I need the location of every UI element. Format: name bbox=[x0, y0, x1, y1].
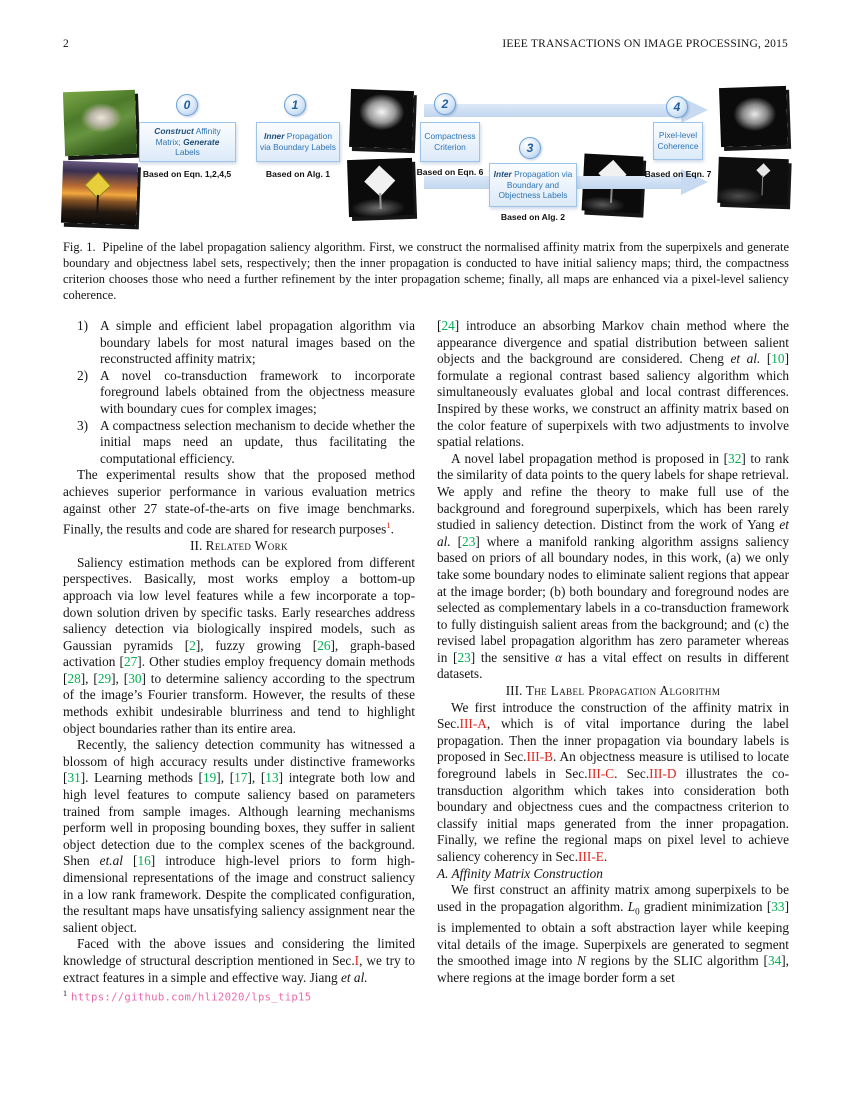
citation-link[interactable]: 28 bbox=[67, 670, 81, 686]
text-run: has a vital effect on results in different datasets. bbox=[437, 649, 789, 682]
text-run: A novel label propagation method is proposed in [ bbox=[451, 450, 729, 466]
body-columns bbox=[63, 318, 789, 1006]
figure-1-caption bbox=[63, 240, 789, 304]
text-run: We first construct an affinity matrix among superpixels to be used in the propagation algorithm. bbox=[437, 882, 789, 914]
step-1-basis: Based on Alg. 1 bbox=[265, 169, 331, 179]
text-run: illustrates the co-transduction algorithm which takes into consideration both boundary and objectness cues and the compactness criterion to classify initial maps generated from the inner propagation. Finally, we refine the regional maps on pixel level to achieve saliency coherency in Sec. bbox=[437, 766, 789, 864]
citation-link[interactable]: 23 bbox=[457, 649, 471, 665]
text-run: . Sec. bbox=[614, 766, 650, 782]
text-run: gradient minimization [ bbox=[639, 898, 772, 914]
text-run: Affinity Matrix; bbox=[155, 125, 221, 147]
citation-link[interactable]: 26 bbox=[317, 637, 331, 653]
text-run: ] introduce high-level priors to form high-dimensional representations of the image and construct saliency in a low rank framework. Despite the complicated configuration, the resultant maps have unsatisfying saliency assignment near the salient object. bbox=[63, 853, 415, 935]
page-number: 2 bbox=[63, 38, 69, 50]
paragraph-faced-issues bbox=[63, 936, 415, 986]
section-ref-link[interactable]: III-B bbox=[526, 749, 554, 765]
step-0-box bbox=[139, 122, 236, 162]
text-run: , we try to extract features in a simple and effective way. Jiang bbox=[63, 952, 416, 985]
text-run: ] to determine saliency according to the spectrum of the image’s Fourier transform. However, the results of these methods exhibit undesirable blurriness and tend to highlight object boundaries rather than its entire area. bbox=[63, 670, 415, 736]
citation-link[interactable]: 34 bbox=[767, 953, 782, 969]
text-run: Faced with the above issues and considering the limited knowledge of structural description mentioned in Sec. bbox=[63, 936, 415, 968]
text-run: ], [ bbox=[111, 670, 129, 686]
text-run: Labels bbox=[175, 147, 200, 158]
footnote-url-link[interactable]: https://github.com/hli2020/lps_tip15 bbox=[71, 991, 312, 1004]
text-run: ], [ bbox=[247, 770, 266, 786]
text-run: . bbox=[603, 849, 608, 864]
paragraph-saliency-estimation bbox=[63, 555, 415, 738]
citation-link[interactable]: 2 bbox=[189, 637, 196, 653]
text-run: et al. bbox=[341, 969, 368, 985]
section-ref-link[interactable]: I bbox=[354, 952, 360, 968]
citation-link[interactable]: 16 bbox=[137, 853, 151, 869]
text-run: [ bbox=[122, 853, 138, 869]
list-number: 2) bbox=[77, 367, 89, 383]
text-run: ], [ bbox=[80, 670, 98, 686]
text-run: α bbox=[555, 649, 563, 665]
input-photo-roadsign bbox=[61, 161, 138, 226]
text-run: et al. bbox=[437, 517, 789, 549]
section-ref-link[interactable]: 1 bbox=[386, 520, 391, 531]
text-run: ], where regions at the image border form a set bbox=[437, 953, 789, 985]
step-1-label bbox=[260, 131, 336, 153]
text-run: et.al bbox=[99, 853, 123, 869]
journal-title: IEEE TRANSACTIONS ON IMAGE PROCESSING, 2015 bbox=[502, 38, 788, 50]
paragraph-novel-propagation bbox=[437, 451, 789, 683]
right-column bbox=[437, 318, 789, 1006]
step-3-box bbox=[489, 163, 577, 207]
figure-caption-text: Pipeline of the label propagation saliency algorithm. First, we construct the normalised affinity matrix from the superpixels and generate boundary and objectness label sets, respectively; then the inner propagation is conducted to have initial saliency maps; third, the compactness criterion chooses those who need a further refinement by the inter propagation scheme; finally, all maps are enhanced via a pixel-level saliency coherence. bbox=[63, 240, 789, 302]
list-text: A novel co-transduction framework to incorporate foreground labels obtained from the objectness measure with boundary cues for complex images; bbox=[100, 367, 415, 416]
text-run: ] the sensitive bbox=[470, 649, 556, 665]
saliency-diamond bbox=[364, 165, 395, 196]
step-4-badge: 4 bbox=[666, 96, 688, 118]
paragraph-affinity-construction bbox=[437, 882, 789, 986]
step-0-badge: 0 bbox=[176, 94, 198, 116]
final-map-cat bbox=[719, 86, 788, 147]
text-run: ], graph-based activation [ bbox=[63, 637, 415, 670]
step-2-basis: Based on Eqn. 6 bbox=[416, 167, 484, 177]
text-run: 0 bbox=[635, 906, 640, 917]
paragraph-experimental-results bbox=[63, 467, 415, 538]
text-run: Pixel-level Coherence bbox=[657, 130, 699, 151]
text-run: regions by the SLIC algorithm [ bbox=[585, 953, 768, 969]
citation-link[interactable]: 23 bbox=[462, 533, 476, 549]
step-4-basis: Based on Eqn. 7 bbox=[644, 169, 712, 179]
section-heading-label-propagation bbox=[437, 683, 789, 700]
text-run: ] is implemented to obtain a soft abstraction layer while keeping vital details of the image. Superpixels are generated to segment the smoothed image into bbox=[437, 898, 789, 969]
footnote-1 bbox=[63, 986, 415, 1006]
text-run: ] where a manifold ranking algorithm assigns saliency based on priors of all boundary nodes, in this work, (a) we only take some boundary nodes to eliminate salient regions that appear at the image border; (b) both boundary and foreground nodes are selected as complementary labels in a co-transduction framework to fully distinguish salient areas from the background; and (c) the revised label propagation algorithm has zero parameter whereas in [ bbox=[437, 533, 789, 665]
text-run: Construct bbox=[154, 125, 194, 136]
contribution-item-3 bbox=[63, 418, 415, 468]
step-2-label bbox=[424, 131, 476, 153]
citation-link[interactable]: 13 bbox=[265, 770, 279, 786]
contribution-item-2 bbox=[63, 368, 415, 418]
step-3-badge: 3 bbox=[519, 137, 541, 159]
section-title: The Label Propagation Algorithm bbox=[525, 683, 721, 699]
final-saliency-post bbox=[762, 175, 764, 195]
text-run: Recently, the saliency detection community has witnessed a blossom of high accuracy results under distinctive frameworks [ bbox=[63, 737, 415, 786]
text-run: [ bbox=[450, 533, 463, 549]
text-run: , which is of vital importance during the label propagation. Then the inner propagation via boundary labels is proposed in Sec. bbox=[437, 716, 789, 765]
text-run: Generate bbox=[183, 136, 220, 147]
text-run: We first introduce the construction of the affinity matrix in Sec. bbox=[437, 699, 789, 732]
text-run: ], [ bbox=[216, 770, 235, 786]
text-run: . bbox=[390, 521, 394, 537]
section-heading-related-work bbox=[63, 538, 415, 555]
paragraph-markov-chain bbox=[437, 318, 789, 451]
text-run: [ bbox=[437, 318, 442, 333]
citation-link[interactable]: 27 bbox=[123, 654, 138, 670]
text-run: Inner bbox=[264, 131, 285, 142]
citation-link[interactable]: 32 bbox=[728, 450, 742, 466]
list-text: A compactness selection mechanism to decide whether the initial maps need an update, thus facilitating the computational efficiency. bbox=[100, 417, 415, 466]
step-2-box bbox=[420, 122, 480, 162]
section-ref-link[interactable]: III-A bbox=[459, 716, 487, 732]
section-title: Related Work bbox=[205, 538, 288, 554]
list-text: A simple and efficient label propagation algorithm via boundary labels for most natural images based on the reconstructed affinity matrix; bbox=[100, 318, 415, 367]
paragraph-algorithm-overview bbox=[437, 700, 789, 866]
text-run: L bbox=[627, 898, 636, 914]
text-run: [ bbox=[760, 351, 772, 367]
figure-caption-label: Fig. 1. bbox=[63, 240, 96, 254]
text-run: Saliency estimation methods can be explored from different perspectives. Basically, most works employ a bottom-up approach via low level features while a few incorporate a top-down solution driven by specific tasks. Early researches address saliency detection via biologically inspired models, such as Gaussian pyramids [ bbox=[63, 554, 415, 653]
step-1-box bbox=[256, 122, 340, 162]
step-1-badge: 1 bbox=[284, 94, 306, 116]
text-run: . An objectness measure is utilised to locate foreground labels in Sec. bbox=[437, 749, 790, 782]
section-ref-link[interactable]: III-C bbox=[587, 766, 615, 782]
step-4-box bbox=[653, 122, 703, 160]
text-run: The experimental results show that the proposed method achieves superior performance in various evaluation metrics against other 27 state-of-the-arts on five image benchmarks. Finally, the results and code are shared for research purposes bbox=[63, 467, 415, 537]
list-number: 3) bbox=[77, 417, 89, 433]
list-number: 1) bbox=[77, 318, 89, 333]
section-ref-link[interactable]: III-E bbox=[578, 849, 604, 864]
section-ref-link[interactable]: III-D bbox=[649, 766, 677, 782]
citation-link[interactable]: 29 bbox=[97, 670, 112, 686]
text-run: ] introduce an absorbing Markov chain method where the appearance divergence and spatial distribution between salient objects and the background are considered. Cheng bbox=[437, 318, 789, 367]
citation-link[interactable]: 33 bbox=[771, 898, 785, 914]
step-0-label bbox=[143, 126, 232, 159]
saliency-map-roadsign bbox=[347, 158, 414, 217]
text-run: ]. Learning methods [ bbox=[80, 770, 203, 786]
step-3-basis: Based on Alg. 2 bbox=[500, 212, 566, 222]
final-saliency-diamond bbox=[756, 163, 770, 177]
text-run: ] to rank the similarity of data points to the query labels for shape retrieval. We apply and refine the theory to make full use of the background and foreground superpixels, which has been rarely studied in saliency detection. Distinct from the work of Yang bbox=[437, 450, 789, 533]
footnote-marker: 1 bbox=[63, 989, 67, 999]
section-number: II. bbox=[190, 538, 203, 554]
step-2-badge: 2 bbox=[434, 93, 456, 115]
text-run: et al. bbox=[730, 351, 761, 367]
step-3-label bbox=[493, 169, 573, 202]
section-number: III. bbox=[505, 683, 523, 699]
text-run: ] formulate a regional contrast based saliency algorithm which simultaneously evaluates global and local contrast differences. Inspired by these works, we construct an affinity matrix based on the color feature of superpixels with two adjustments to involve spatial relations. bbox=[437, 351, 790, 450]
citation-link[interactable]: 17 bbox=[234, 770, 248, 786]
text-run: ] integrate both low and high level features to compute saliency based on parameters trained from sample images. Although learning mechanisms perform well in proposing bounding boxes, they suffer in salient object detection due to the complex scenes of the background. Shen bbox=[63, 770, 415, 869]
final-map-roadsign bbox=[717, 157, 789, 205]
text-run: Propagation via Boundary Labels bbox=[260, 131, 336, 152]
citation-link[interactable]: 10 bbox=[771, 351, 785, 367]
citation-link[interactable]: 24 bbox=[441, 318, 455, 333]
step-4-label bbox=[657, 130, 699, 152]
text-run: Compactness Criterion bbox=[424, 131, 476, 152]
roadsign-post bbox=[96, 195, 99, 217]
left-column bbox=[63, 318, 415, 1006]
citation-link[interactable]: 19 bbox=[202, 770, 217, 786]
pipeline-arrow-top bbox=[424, 104, 682, 117]
input-photo-cat bbox=[63, 90, 137, 156]
contribution-item-1 bbox=[63, 318, 415, 368]
paragraph-recent-frameworks bbox=[63, 737, 415, 936]
citation-link[interactable]: 31 bbox=[67, 770, 81, 786]
step-0-basis: Based on Eqn. 1,2,4,5 bbox=[142, 169, 232, 179]
citation-link[interactable]: 30 bbox=[128, 670, 142, 686]
text-run: Inter bbox=[493, 168, 512, 179]
text-run: Propagation via Boundary and Objectness Labels bbox=[498, 168, 573, 201]
text-run: ], fuzzy growing [ bbox=[195, 637, 318, 653]
subsection-heading-affinity: A. Affinity Matrix Construction bbox=[437, 865, 603, 881]
text-run: ]. Other studies employ frequency domain methods [ bbox=[63, 654, 415, 686]
running-header bbox=[63, 38, 788, 50]
saliency-map-cat bbox=[349, 89, 414, 149]
text-run: N bbox=[577, 953, 586, 969]
